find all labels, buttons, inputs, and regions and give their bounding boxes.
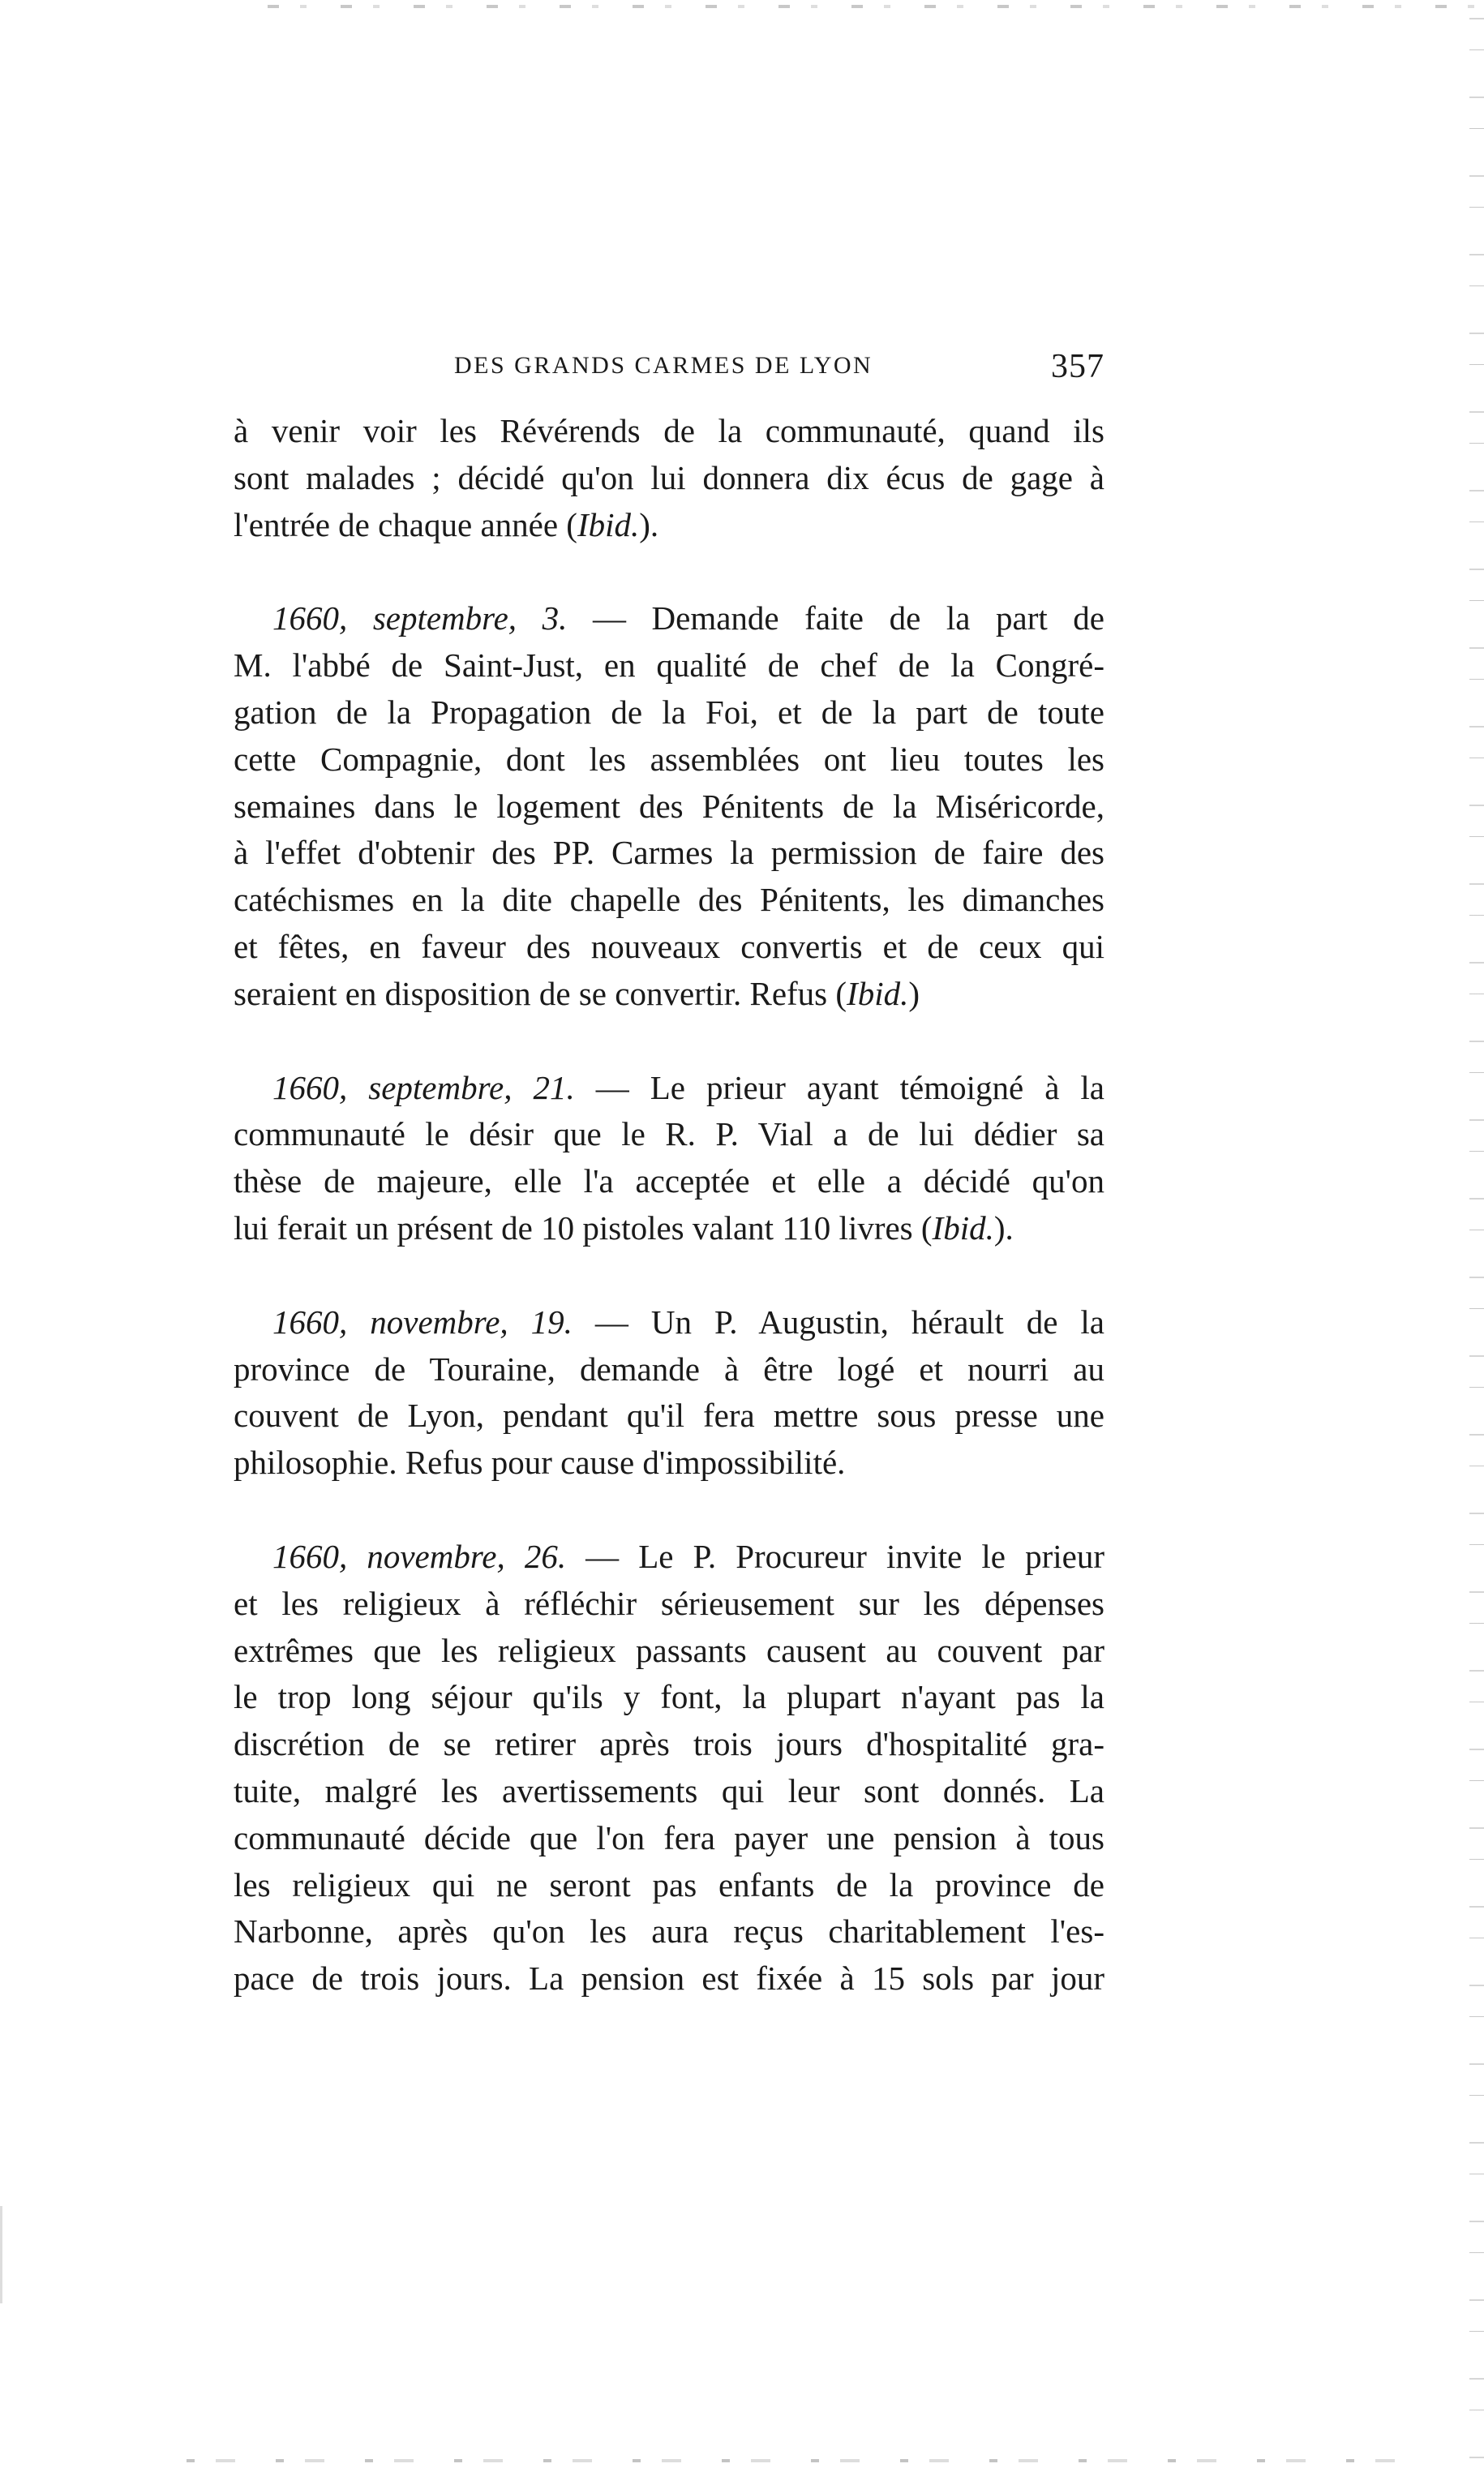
text-line: le trop long séjour qu'ils y font, la plupart n'ayant pas la	[234, 1678, 1104, 1716]
text-line	[234, 1065, 1104, 1112]
text-line: lui ferait un présent de 10 pistoles valant 110 livres (Ibid.).	[234, 1208, 1014, 1247]
paragraph-continuation	[234, 408, 1104, 548]
text-line: Narbonne, après qu'on les aura reçus charitablement l'es-	[234, 1912, 1104, 1951]
running-head	[235, 347, 1104, 396]
text-line: philosophie. Refus pour cause d'impossibilité.	[234, 1444, 846, 1482]
ibid-italic: Ibid.	[932, 1208, 994, 1247]
text-line: couvent de Lyon, pendant qu'il fera mettre sous presse une	[234, 1397, 1104, 1435]
entry-date: 1660, septembre, 3.	[272, 599, 568, 637]
text-line: communauté le désir que le R. P. Vial a de lui dédier sa	[234, 1115, 1104, 1153]
text-fragment: — Le P. Procureur invite le prieur	[566, 1537, 1104, 1575]
entry-1660-11-19	[234, 1299, 1104, 1487]
text-line: discrétion de se retirer après trois jours d'hospitalité gra-	[234, 1725, 1104, 1763]
entry-1660-11-26	[234, 1534, 1104, 2002]
text-fragment: — Demande faite de la part de	[567, 599, 1104, 637]
text-line: thèse de majeure, elle l'a acceptée et elle a décidé qu'on	[234, 1162, 1104, 1200]
text-line: à venir voir les Révérends de la communauté, quand ils	[234, 412, 1104, 449]
text-line: et les religieux à réfléchir sérieusement sur les dépenses	[234, 1584, 1104, 1622]
text-line: gation de la Propagation de la Foi, et de la part de toute	[234, 693, 1104, 731]
text-line: province de Touraine, demande à être logé et nourri au	[234, 1350, 1104, 1388]
text-line: les religieux qui ne seront pas enfants de la province de	[234, 1865, 1104, 1904]
text-line: tuite, malgré les avertissements qui leur sont donnés. La	[234, 1771, 1104, 1809]
text-line	[234, 595, 1104, 642]
scan-artifact-bottom	[187, 2459, 1435, 2462]
text-line: cette Compagnie, dont les assemblées ont lieu toutes les	[234, 740, 1104, 778]
scan-artifact-top	[268, 5, 1484, 8]
page-number: 357	[1051, 348, 1104, 385]
text-line: pace de trois jours. La pension est fixée à 15 sols par jour	[234, 1959, 1104, 1998]
running-title: DES GRANDS CARMES DE LYON	[454, 352, 873, 379]
text-line: semaines dans le logement des Pénitents de la Miséricorde,	[234, 787, 1104, 825]
text-line	[234, 1534, 1104, 1581]
entry-1660-09-21	[234, 1065, 1104, 1252]
text-line: et fêtes, en faveur des nouveaux convertis et de ceux qui	[234, 927, 1104, 965]
entry-date: 1660, novembre, 19.	[272, 1303, 573, 1341]
entry-1660-09-03	[234, 595, 1104, 1017]
text-line: à l'effet d'obtenir des PP. Carmes la permission de faire des	[234, 834, 1104, 872]
text-line: seraient en disposition de se convertir. Refus (Ibid.)	[234, 974, 920, 1012]
entry-date: 1660, novembre, 26.	[272, 1537, 567, 1575]
text-line: M. l'abbé de Saint-Just, en qualité de chef de la Congré-	[234, 646, 1104, 685]
text-fragment: — Le prieur ayant témoigné à la	[574, 1068, 1105, 1106]
text-line: catéchismes en la dite chapelle des Pénitents, les dimanches	[234, 881, 1104, 919]
scan-artifact-left	[0, 2206, 2, 2303]
text-line: communauté décide que l'on fera payer une pension à tous	[234, 1818, 1104, 1856]
text-line: sont malades ; décidé qu'on lui donnera dix écus de gage à	[234, 458, 1104, 496]
entry-date: 1660, septembre, 21.	[272, 1068, 575, 1106]
ibid-italic: Ibid.	[847, 974, 909, 1012]
scan-artifact-right	[1469, 0, 1484, 2468]
body-text	[234, 408, 1104, 2002]
ibid-italic: Ibid.	[577, 505, 640, 543]
text-line: extrêmes que les religieux passants causent au couvent par	[234, 1631, 1104, 1669]
text-line	[234, 1299, 1104, 1346]
text-line: l'entrée de chaque année (Ibid.).	[234, 505, 659, 543]
text-fragment: — Un P. Augustin, hérault de la	[572, 1303, 1104, 1341]
